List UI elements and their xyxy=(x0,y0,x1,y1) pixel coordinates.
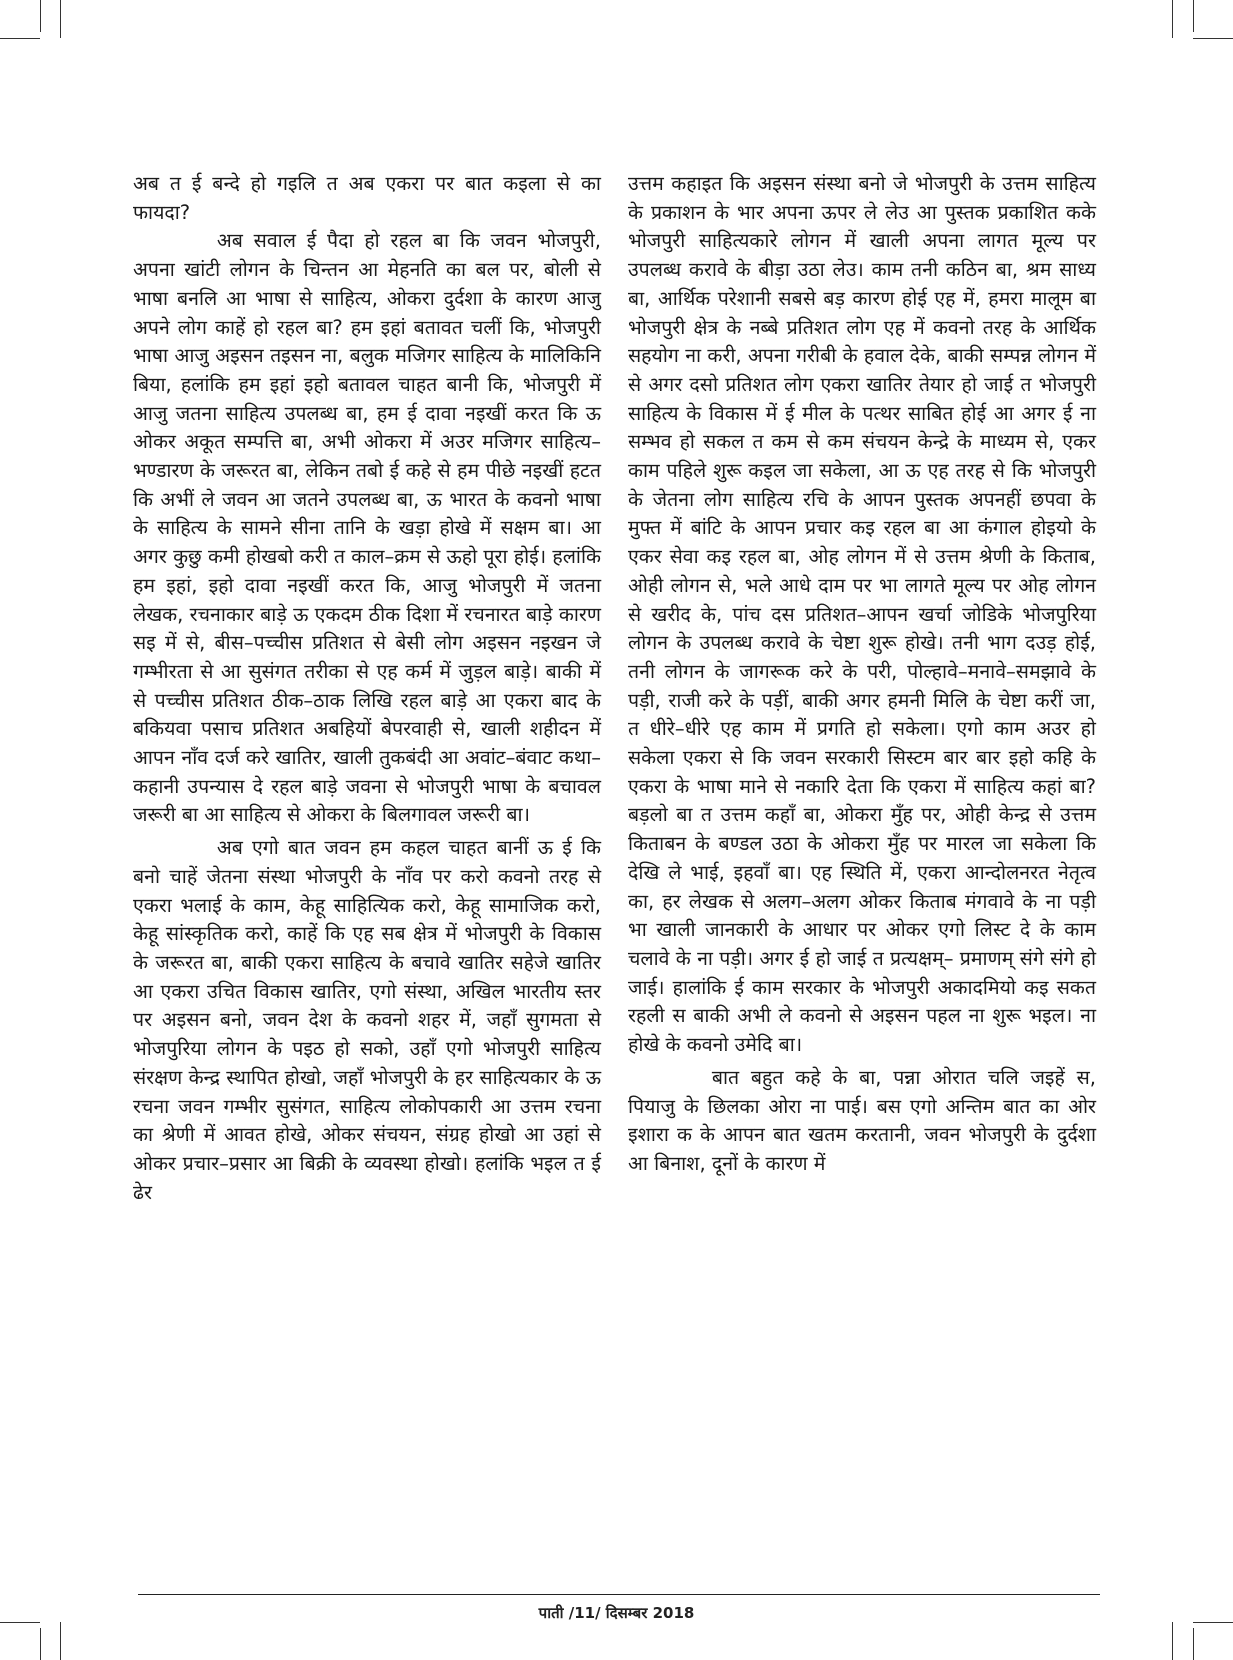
crop-mark xyxy=(1193,1628,1194,1660)
page-footer: पाती /11/ दिसम्बर 2018 xyxy=(538,1604,695,1622)
paragraph: अब सवाल ई पैदा हो रहल बा कि जवन भोजपुरी, अपना खांटी लोगन के चिन्तन आ मेहनति का बल पर, बोली से भाषा बनलि आ भाषा से साहित्य, ओकरा दुर्दशा के कारण आजु अपने लोग काहें हो रहल बा? हम इहां बतावत चलीं कि, भोजपुरी भाषा आजु अइसन तइसन ना, बलुक मजिगर साहित्य के मालिकिनि बिया, हलांकि हम इहां इहो बतावल चाहत बानी कि, भोजपुरी में आजु जतना साहित्य उपलब्ध बा, हम ई दावा नइखीं करत कि ऊ ओकर अकूत सम्पत्ति बा, अभी ओकरा में अउर मजिगर साहित्य– भण्डारण के जरूरत बा, लेकिन तबो ई कहे से हम पीछे नइखीं हटत कि अभीं ले जवन आ जतने उपलब्ध बा, ऊ भारत के कवनो भाषा के साहित्य के सामने सीना तानि के खड़ा होखे में सक्षम बा। आ अगर कुछु कमी होखबो करी त काल–क्रम से ऊहो पूरा होई। हलांकि हम इहां, इहो दावा नइखीं करत कि, आजु भोजपुरी में जतना लेखक, रचनाकार बाड़े ऊ एकदम ठीक दिशा में रचनारत बाड़े कारण सइ में से, बीस–पच्चीस प्रतिशत से बेसी लोग अइसन नइखन जे गम्भीरता से आ सुसंगत तरीका से एह कर्म में जुड़ल बाड़े। बाकी में से पच्चीस प्रतिशत ठीक–ठाक लिखि रहल बाड़े आ एकरा बाद के बकियवा पसाच प्रतिशत अबहियों बेपरवाही से, खाली शहीदन में आपन नाँव दर्ज करे खातिर, खाली तुकबंदी आ अवांट–बंवाट कथा–कहानी उपन्यास दे रहल बाड़े जवना से भोजपुरी भाषा के बचावल जरूरी बा आ साहित्य से ओकरा के बिलगावल जरूरी बा। xyxy=(133,229,601,827)
paragraph: उत्तम कहाइत कि अइसन संस्था बनो जे भोजपुरी के उत्तम साहित्य के प्रकाशन के भार अपना ऊपर ले लेउ आ पुस्तक प्रकाशित कके भोजपुरी साहित्यकारे लोगन में खाली अपना लागत मूल्य पर उपलब्ध करावे के बीड़ा उठा लेउ। काम तनी कठिन बा, श्रम साध्य बा, आर्थिक परेशानी सबसे बड़ कारण होई एह में, हमरा मालूम बा भोजपुरी क्षेत्र के नब्बे प्रतिशत लोग एह में कवनो तरह के आर्थिक सहयोग ना करी, अपना गरीबी के हवाल देके, बाकी सम्पन्न लोगन में से अगर दसो प्रतिशत लोग एकरा खातिर तेयार हो जाई त भोजपुरी साहित्य के विकास में ई मील के पत्थर साबित होई आ अगर ई ना सम्भव हो सकल त कम से कम संचयन केन्द्रे के माध्यम से, एकर काम पहिले शुरू कइल जा सकेला, आ ऊ एह तरह से कि भोजपुरी के जेतना लोग साहित्य रचि के आपन पुस्तक अपनहीं छपवा के मुफ्त में बांटि के आपन प्रचार कइ रहल बा आ कंगाल होइयो के एकर सेवा कइ रहल बा, ओह लोगन में से उत्तम श्रेणी के किताब, ओही लोगन से, भले आधे दाम पर भा लागते मूल्य पर ओह लोगन से खरीद के, पांच दस प्रतिशत–आपन खर्चा जोडिके भोजपुरिया लोगन के उपलब्ध करावे के चेष्टा शुरू होखे। तनी भाग दउड़ होई, तनी लोगन के जागरूक करे के परी, पोल्हावे–मनावे–समझावे के पड़ी, राजी करे के पड़ीं, बाकी अगर हमनी मिलि के चेष्टा करीं जा, त धीरे–धीरे एह काम में प्रगति हो सकेला। एगो काम अउर हो सकेला एकरा से कि जवन सरकारी सिस्टम बार बार इहो कहि के एकरा के भाषा माने से नकारि देता कि एकरा में साहित्य कहां बा? बड़लो बा त उत्तम कहाँ बा, ओकरा मुँह पर, ओही केन्द्र से उत्तम किताबन के बण्डल उठा के ओकरा मुँह पर मारल जा सकेला कि देखि ले भाई, इहवाँ बा। एह स्थिति में, एकरा आन्दोलनरत नेतृत्व का, हर लेखक से अलग–अलग ओकर किताब मंगवावे के ना पड़ी भा खाली जानकारी के आधार पर ओकर एगो लिस्ट दे के काम चलावे के ना पड़ी। अगर ई हो जाई त प्रत्यक्षम्– प्रमाणम् संगे संगे हो जाई। हालांकि ई काम सरकार के भोजपुरी अकादमियो कइ सकत रहली स बाकी अभी ले कवनो से अइसन पहल ना शुरू भइल। ना होखे के कवनो उमेदि बा। xyxy=(628,172,1096,1057)
crop-mark xyxy=(0,38,40,39)
crop-mark xyxy=(1172,0,1173,38)
left-column xyxy=(133,170,601,1207)
crop-mark xyxy=(1193,0,1194,32)
crop-mark xyxy=(1172,1622,1173,1660)
crop-mark xyxy=(1193,38,1233,39)
crop-mark xyxy=(60,1622,61,1660)
crop-mark xyxy=(40,1628,41,1660)
paragraph: अब एगो बात जवन हम कहल चाहत बानीं ऊ ई कि बनो चाहें जेतना संस्था भोजपुरी के नाँव पर करो कवनो तरह से एकरा भलाई के काम, केहू साहित्यिक करो, केहू सामाजिक करो, केहू सांस्कृतिक करो, काहें कि एह सब क्षेत्र में भोजपुरी के विकास के जरूरत बा, बाकी एकरा साहित्य के बचावे खातिर सहेजे खातिर आ एकरा उचित विकास खातिर, एगो संस्था, अखिल भारतीय स्तर पर अइसन बनो, जवन देश के कवनो शहर में, जहाँ सुगमता से भोजपुरिया लोगन के पइठ हो सको, उहाँ एगो भोजपुरी साहित्य संरक्षण केन्द्र स्थापित होखो, जहाँ भोजपुरी के हर साहित्यकार के ऊ रचना जवन गम्भीर सुसंगत, साहित्य लोकोपकारी आ उत्तम रचना का श्रेणी में आवत होखे, ओकर संचयन, संग्रह होखो आ उहां से ओकर प्रचार–प्रसार आ बिक्री के व्यवस्था होखो। हलांकि भइल त ई ढेर xyxy=(133,836,601,1204)
right-column xyxy=(628,170,1096,1179)
footer-rule xyxy=(138,1594,1100,1595)
crop-mark xyxy=(60,0,61,38)
crop-mark xyxy=(40,0,41,32)
paragraph: बात बहुत कहे के बा, पन्ना ओरात चलि जइहें स, पियाजु के छिलका ओरा ना पाई। बस एगो अन्तिम बात का ओर इशारा क के आपन बात खतम करतानी, जवन भोजपुरी के दुर्दशा आ बिनाश, दूनों के कारण में xyxy=(628,1065,1096,1175)
paragraph: अब त ई बन्दे हो गइलि त अब एकरा पर बात कइला से का फायदा? xyxy=(133,172,601,224)
